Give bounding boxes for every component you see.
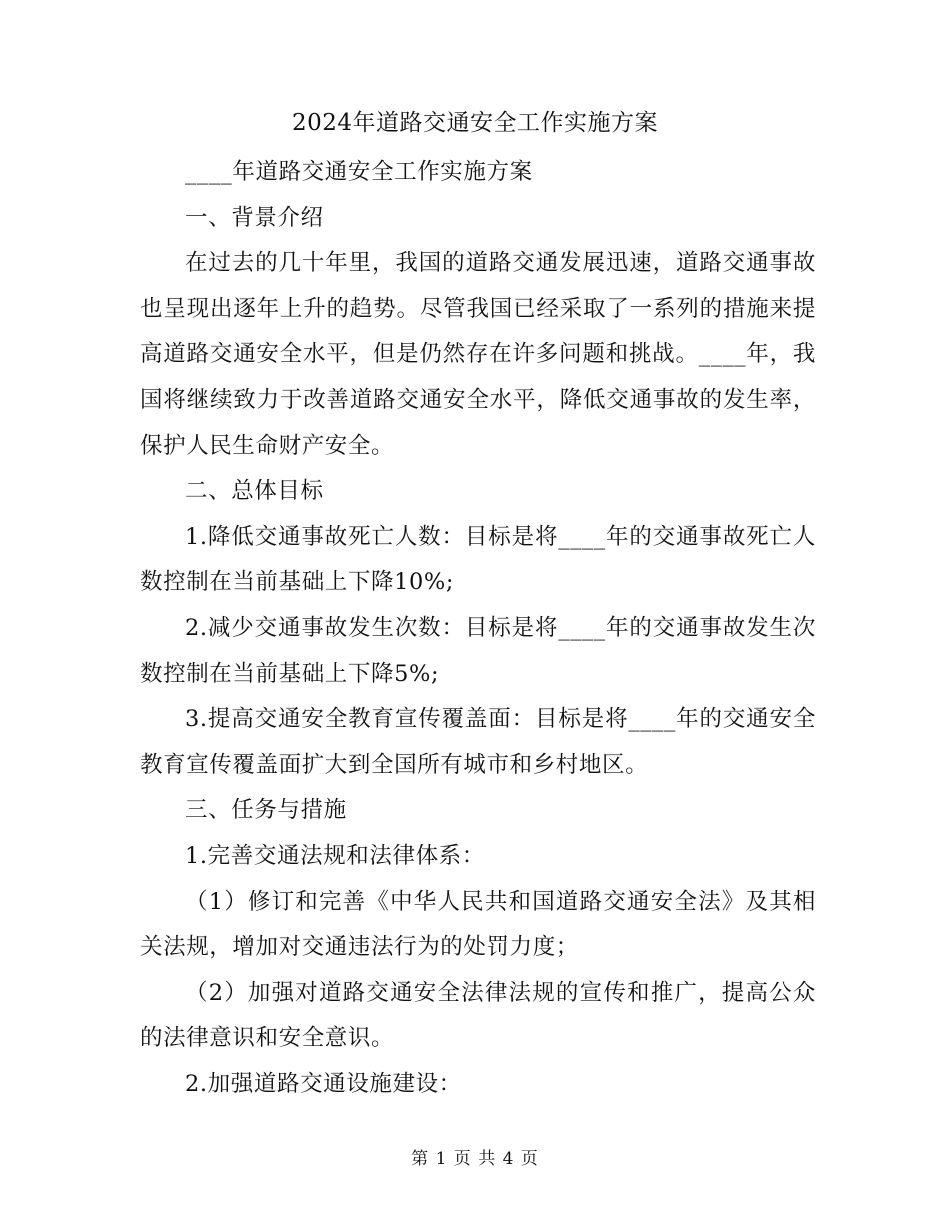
goal-item-2: 2.减少交通事故发生次数：目标是将____年的交通事故发生次数控制在当前基础上下降5%; xyxy=(140,614,816,687)
document-title: 2024年道路交通安全工作实施方案 xyxy=(291,110,659,136)
task-subitem-1-2: （2）加强对道路交通安全法律法规的宣传和推广，提高公众的法律意识和安全意识。 xyxy=(140,979,816,1052)
task-item-1: 1.完善交通法规和法律体系： xyxy=(185,842,485,869)
section-heading-goals: 二、总体目标 xyxy=(185,478,324,505)
goal-item-3: 3.提高交通安全教育宣传覆盖面：目标是将____年的交通安全教育宣传覆盖面扩大到全国所有城市和乡村地区。 xyxy=(140,706,816,778)
page-footer: 第 1 页 共 4 页 xyxy=(411,1149,539,1169)
section-heading-background: 一、背景介绍 xyxy=(185,204,324,231)
task-subitem-1-1: （1）修订和完善《中华人民共和国道路交通安全法》及其相关法规，增加对交通违法行为的处罚力度； xyxy=(140,888,816,961)
subtitle-paragraph: ____年道路交通安全工作实施方案 xyxy=(185,159,533,185)
document-body xyxy=(140,150,816,1107)
task-item-2: 2.加强道路交通设施建设： xyxy=(185,1070,462,1097)
section-heading-tasks: 三、任务与措施 xyxy=(185,797,347,824)
background-paragraph: 在过去的几十年里，我国的道路交通发展迅速，道路交通事故也呈现出逐年上升的趋势。尽管我国已经采取了一系列的措施来提高道路交通安全水平，但是仍然存在许多问题和挑战。____年，我国将继续致力于改善道路交通安全水平，降低交通事故的发生率，保护人民生命财产安全。 xyxy=(140,250,816,459)
goal-item-1: 1.降低交通事故死亡人数：目标是将____年的交通事故死亡人数控制在当前基础上下降10%; xyxy=(140,523,816,596)
